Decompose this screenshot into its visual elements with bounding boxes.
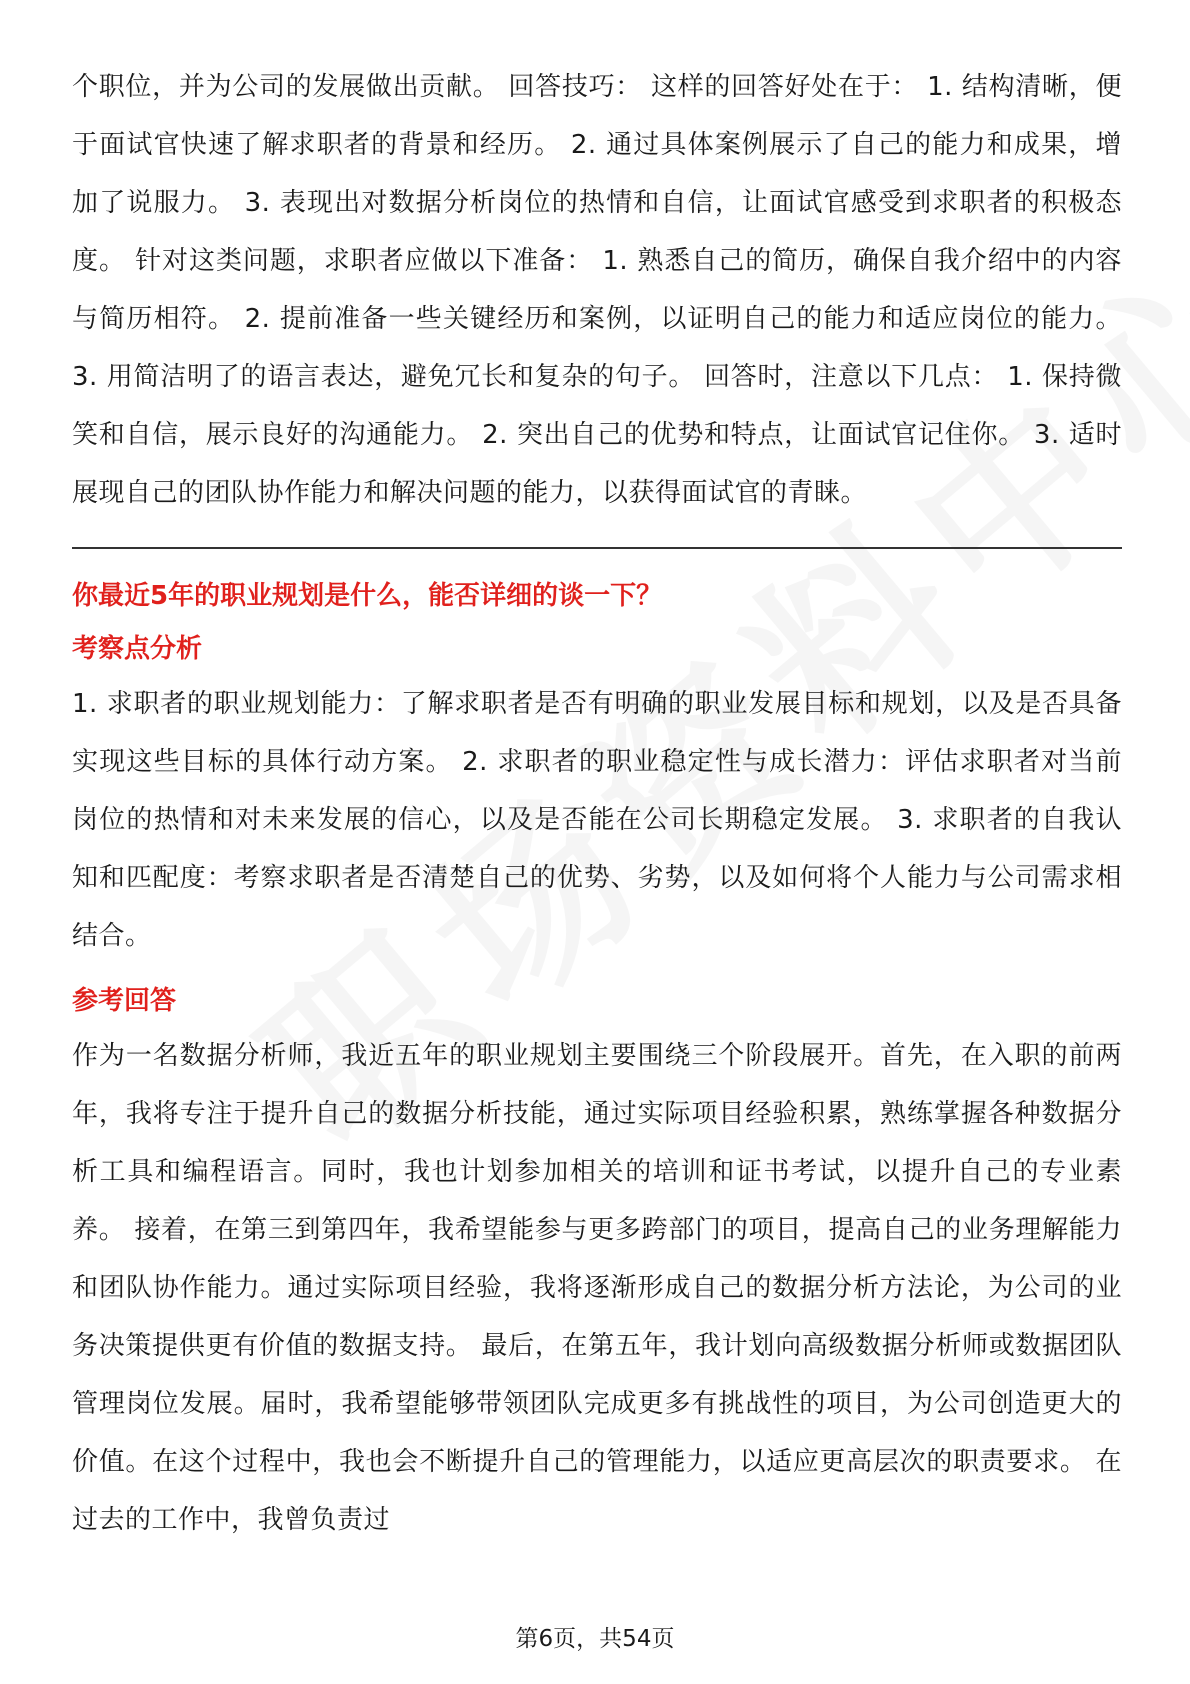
intro-paragraph: 个职位，并为公司的发展做出贡献。 回答技巧： 这样的回答好处在于： 1. 结构清晰，便于面试官快速了解求职者的背景和经历。 2. 通过具体案例展示了自己的能力和成果，增加了说服力。 3. 表现出对数据分析岗位的热情和自信，让面试官感受到求职者的积极态度。 针对这类问题，求职者应做以下准备： 1. 熟悉自己的简历，确保自我介绍中的内容与简历相符。 2. 提前准备一些关键经历和案例，以证明自己的能力和适应岗位的能力。 3. 用简洁明了的语言表达，避免冗长和复杂的句子。 回答时，注意以下几点： 1. 保持微笑和自信，展示良好的沟通能力。 2. 突出自己的优势和特点，让面试官记住你。 3. 适时展现自己的团队协作能力和解决问题的能力，以获得面试官的青睐。: [72, 72, 1122, 508]
analysis-heading: 考察点分析: [72, 634, 203, 664]
answer-paragraph: 作为一名数据分析师，我近五年的职业规划主要围绕三个阶段展开。首先，在入职的前两年，我将专注于提升自己的数据分析技能，通过实际项目经验积累，熟练掌握各种数据分析工具和编程语言。同时，我也计划参加相关的培训和证书考试，以提升自己的专业素养。 接着，在第三到第四年，我希望能参与更多跨部门的项目，提高自己的业务理解能力和团队协作能力。通过实际项目经验，我将逐渐形成自己的数据分析方法论，为公司的业务决策提供更有价值的数据支持。 最后，在第五年，我计划向高级数据分析师或数据团队管理岗位发展。届时，我希望能够带领团队完成更多有挑战性的项目，为公司创造更大的价值。在这个过程中，我也会不断提升自己的管理能力，以适应更高层次的职责要求。 在过去的工作中，我曾负责过: [72, 1041, 1122, 1535]
answer-heading: 参考回答: [72, 986, 177, 1016]
page-number: 第6页，共54页: [515, 1626, 675, 1652]
page-content: [72, 58, 1122, 1549]
analysis-paragraph: 1. 求职者的职业规划能力：了解求职者是否有明确的职业发展目标和规划，以及是否具备实现这些目标的具体行动方案。 2. 求职者的职业稳定性与成长潜力：评估求职者对当前岗位的热情和对未来发展的信心，以及是否能在公司长期稳定发展。 3. 求职者的自我认知和匹配度：考察求职者是否清楚自己的优势、劣势，以及如何将个人能力与公司需求相结合。: [72, 689, 1122, 951]
section-divider: [72, 547, 1122, 549]
question-title: 你最近5年的职业规划是什么，能否详细的谈一下？: [72, 581, 663, 611]
